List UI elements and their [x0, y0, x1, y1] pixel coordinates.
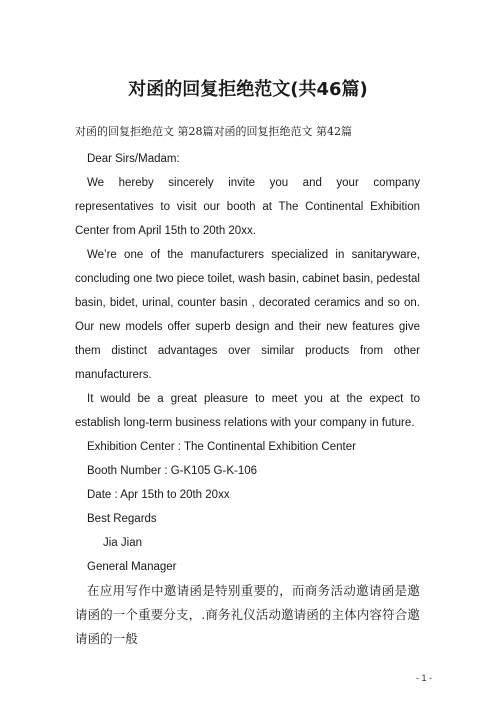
salutation: Dear Sirs/Madam:	[87, 153, 180, 165]
document-body	[75, 120, 420, 651]
body-paragraph-1: We hereby sincerely invite you and your company representatives to visit our booth at The Continental Exhibition Center from April 15th to 20th 20xx.	[75, 177, 420, 237]
date-line: Date : Apr 15th to 20th 20xx	[87, 489, 230, 501]
signer-name: Jia Jian	[103, 537, 142, 549]
chinese-paragraph: 在应用写作中邀请函是特别重要的，而商务活动邀请函是邀请函的一个重要分支，.商务礼仪活动邀请函的主体内容符合邀请函的一般	[75, 583, 420, 646]
document-subtitle: 对函的回复拒绝范文 第28篇对函的回复拒绝范文 第42篇	[75, 125, 352, 138]
signer-title: General Manager	[87, 561, 177, 573]
page-number: - 1 -	[415, 673, 432, 683]
body-paragraph-2: We’re one of the manufacturers specialized in sanitaryware, concluding one two piece toilet, wash basin, cabinet basin, pedestal basin, bidet, urinal, counter basin , decorated ceramics and so on. Our new models offer superb design and their new features give them distinct advantages over similar products from other manufacturers.	[75, 249, 420, 381]
exhibition-center-line: Exhibition Center : The Continental Exhibition Center	[87, 441, 356, 453]
closing-line: Best Regards	[87, 513, 157, 525]
booth-number-line: Booth Number : G-K105 G-K-106	[87, 465, 258, 477]
document-title: 对函的回复拒绝范文(共46篇)	[128, 79, 368, 100]
body-paragraph-3: It would be a great pleasure to meet you at the expect to establish long-term business relations with your company in future.	[75, 393, 420, 429]
